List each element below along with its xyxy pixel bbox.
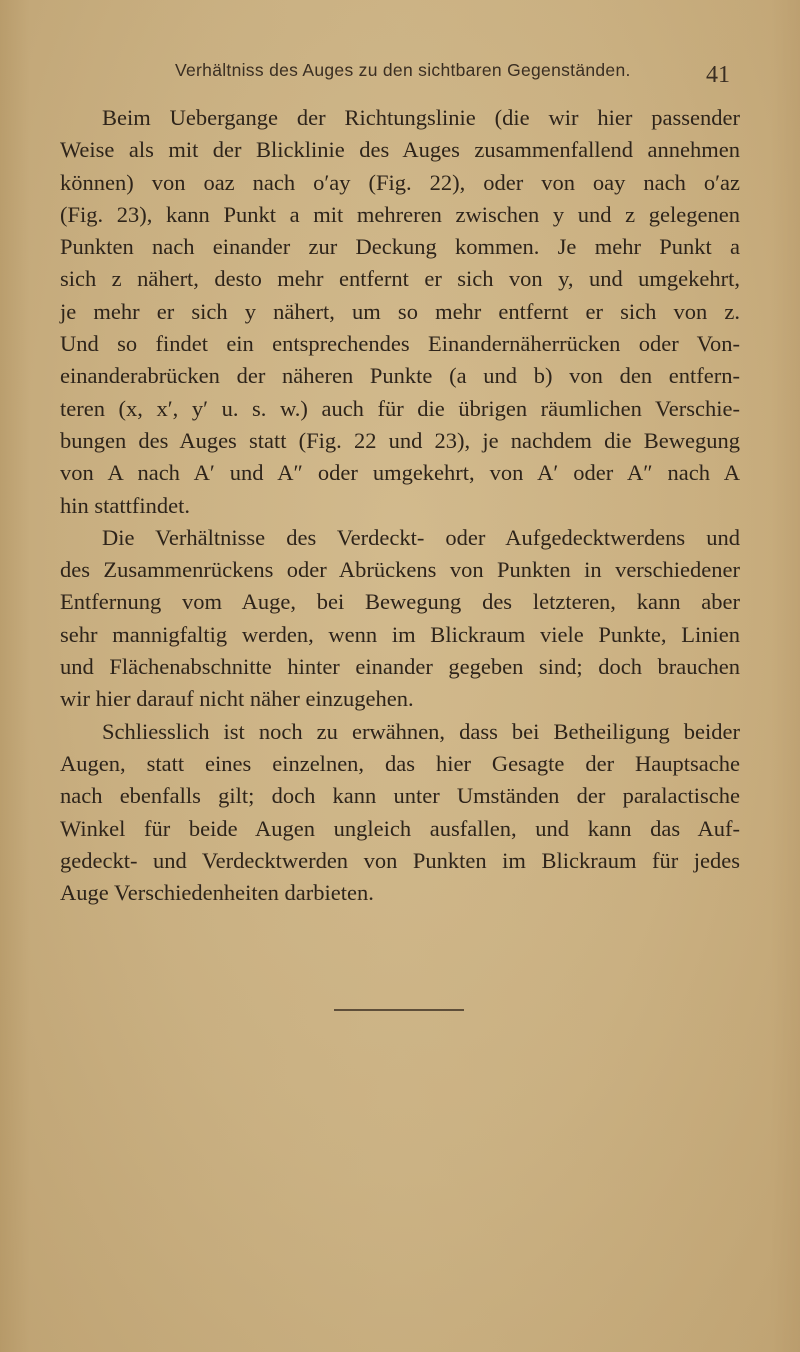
paragraph-3-line: Augen, statt eines einzelnen, das hier Gesagte der Hauptsache	[60, 750, 740, 776]
paragraph-1-line: Beim Uebergange der Richtungslinie (die wir hier passender	[102, 105, 740, 130]
paragraph-2-line: Entfernung vom Auge, bei Bewegung des letzteren, kann aber	[60, 589, 740, 615]
body-text	[60, 102, 740, 909]
paragraph-1-line: Und so findet ein entsprechendes Einandernäherrücken oder Von-	[60, 331, 740, 357]
paragraph-2-line: Die Verhältnisse des Verdeckt- oder Aufgedecktwerdens und	[102, 524, 740, 550]
paragraph-1-line: je mehr er sich y nähert, um so mehr entfernt er sich von z.	[60, 298, 740, 324]
paragraph-1-line: (Fig. 23), kann Punkt a mit mehreren zwischen y und z gelegenen	[60, 201, 740, 227]
paragraph-2-line: des Zusammenrückens oder Abrückens von Punkten in verschiedener	[60, 557, 740, 583]
paragraph-1-line: Punkten nach einander zur Deckung kommen. Je mehr Punkt a	[60, 234, 740, 260]
section-divider	[334, 1009, 464, 1011]
paragraph-2-line: sehr mannigfaltig werden, wenn im Blickraum viele Punkte, Linien	[60, 621, 740, 647]
paragraph-3-line: Auge Verschiedenheiten darbieten.	[60, 880, 374, 906]
paragraph-1-line: Weise als mit der Blicklinie des Auges zusammenfallend annehmen	[60, 137, 740, 163]
paragraph-2-line: und Flächenabschnitte hinter einander gegeben sind; doch brauchen	[60, 654, 740, 680]
page-header	[0, 56, 800, 92]
paragraph-1-line: hin stattfindet.	[60, 492, 190, 518]
paragraph-1-line: einanderabrücken der näheren Punkte (a und b) von den entfern-	[60, 363, 740, 389]
paragraph-1-line: bungen des Auges statt (Fig. 22 und 23), je nachdem die Bewegung	[60, 427, 740, 453]
paragraph-2-line: wir hier darauf nicht näher einzugehen.	[60, 686, 414, 712]
paragraph-3-line: Schliesslich ist noch zu erwähnen, dass bei Betheiligung beider	[102, 718, 740, 744]
paragraph-1-line: können) von oaz nach o′ay (Fig. 22), oder von oay nach o′az	[60, 169, 740, 195]
paragraph-1-line: sich z nähert, desto mehr entfernt er sich von y, und umgekehrt,	[60, 266, 740, 292]
paragraph-3-line: Winkel für beide Augen ungleich ausfallen, und kann das Auf-	[60, 815, 740, 841]
page-number: 41	[706, 62, 730, 88]
paragraph-1-line: teren (x, x′, y′ u. s. w.) auch für die übrigen räumlichen Verschie-	[60, 395, 740, 421]
running-head: Verhältniss des Auges zu den sichtbaren Gegenständen.	[175, 60, 631, 80]
paragraph-1-line: von A nach A′ und A″ oder umgekehrt, von A′ oder A″ nach A	[60, 460, 740, 486]
paragraph-3-line: nach ebenfalls gilt; doch kann unter Umständen der paralactische	[60, 783, 740, 809]
paragraph-3-line: gedeckt- und Verdecktwerden von Punkten im Blickraum für jedes	[60, 847, 740, 873]
